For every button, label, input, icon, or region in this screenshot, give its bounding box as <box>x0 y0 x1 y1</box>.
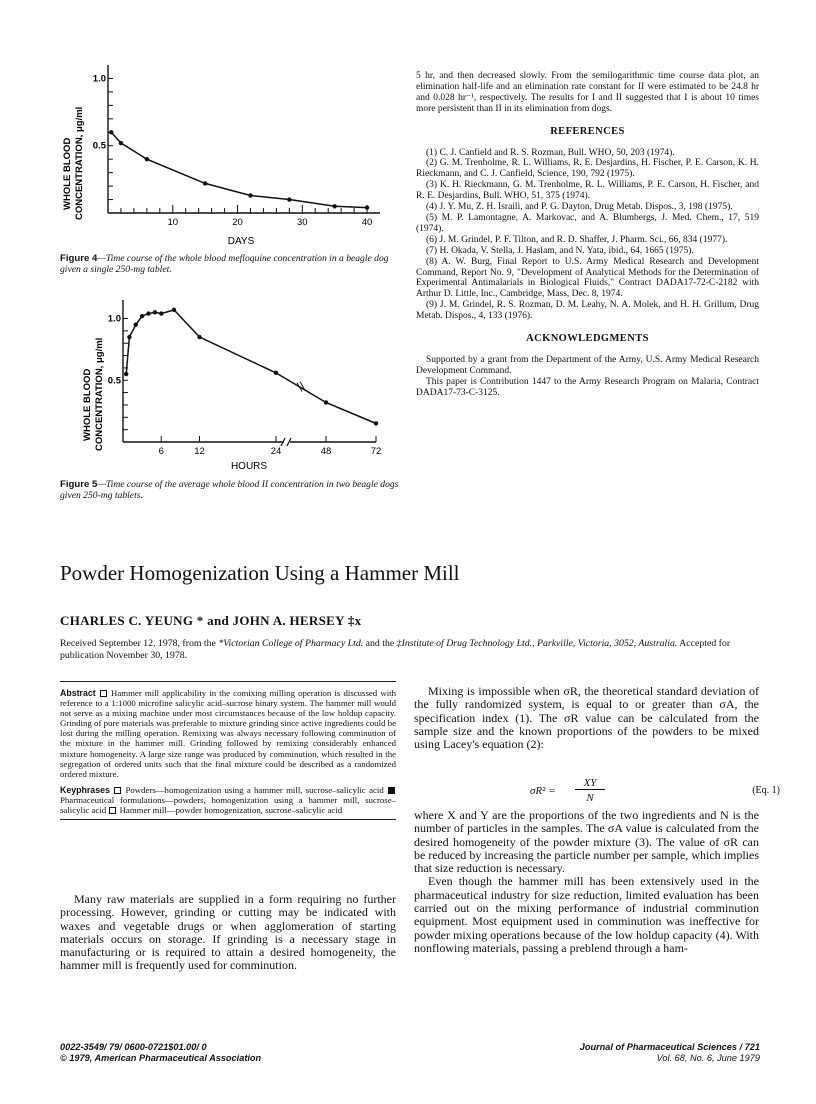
data-point <box>365 205 369 209</box>
reference-item: (6) J. M. Grindel, P. F. Tilton, and R. D. Shaffer, J. Pharm. Sci., 66, 834 (1977). <box>426 234 728 245</box>
series-line <box>126 310 376 424</box>
figure-5-ylabel-line2: CONCENTRATION, μg/ml <box>94 337 105 451</box>
equation-1 <box>530 777 780 807</box>
data-point <box>145 157 149 161</box>
data-point <box>203 181 207 185</box>
square-bullet-icon <box>388 787 395 794</box>
reference-item: (3) K. H. Rieckmann, G. M. Trenholme, R. L. Williams, P. E. Carson, H. Fischer, and R. E. Desjardins, Bull. WHO, 51, 375 (1974). <box>416 180 759 202</box>
equation-denominator: N <box>586 792 594 804</box>
footer-copyright: © 1979, American Pharmaceutical Association <box>60 1053 262 1063</box>
data-point <box>153 310 157 314</box>
footer-journal: Journal of Pharmaceutical Sciences / 721 <box>579 1042 760 1052</box>
data-point <box>274 371 278 375</box>
figure-5-xlabel: HOURS <box>230 461 268 472</box>
abstract-box <box>60 681 396 818</box>
received-text-3: Accepted for publication November 30, 1978. <box>60 638 731 661</box>
x-tick-label: 12 <box>194 446 205 457</box>
figure-4-caption <box>60 253 400 275</box>
article-title: Powder Homogenization Using a Hammer Mill <box>60 561 460 585</box>
data-point <box>159 311 163 315</box>
x-tick-label: 24 <box>270 446 282 457</box>
series-line <box>111 132 367 207</box>
abstract-text: Hammer mill applicability in the comixing milling operation is discussed with reference to a 1:1000 microfine salicylic acid–sucrose binary system. The hammer mill would not serve as a mixing machine under most circumstances because of the low holdup capacity. Grinding of pure materials was preferable to mixture grinding since active ingredients could be lost during the milling operation. Remixing was always necessary following comminution of the mixture in the hammer mill. Grinding followed by remixing considerably enhanced mixture homogeneity. A large size range was produced by comminution, which resulted in the segregation of ordered units such that the final mixture could be described as a randomized ordered mixture. <box>60 688 396 779</box>
figure-5-ylabel-line1: WHOLE BLOOD <box>82 368 93 441</box>
x-tick-label: 30 <box>296 217 308 228</box>
axis-break-icon <box>281 438 291 446</box>
footer-right <box>560 1042 760 1064</box>
reference-item: (4) J. Y. Mu, Z. H. Israili, and P. G. Dayton, Drug Metab. Dispos., 3, 198 (1975). <box>426 202 733 213</box>
right-body-paragraph-3: Even though the hammer mill has been extensively used in the pharmaceutical industry for size reduction, limited evaluation has been carried out on the mixing performance of industrial comminution equipment. Most equipment used in comminution was ineffective for powder mixing operations because of the low holdup capacity (4). With nonflowing materials, passing a preblend through a ham- <box>414 874 759 955</box>
abstract <box>60 688 396 779</box>
data-point <box>287 197 291 201</box>
reference-item: (7) H. Okada, V. Stella, J. Haslam, and N. Yata, ibid., 64, 1665 (1975). <box>426 245 694 256</box>
y-tick-label: 0.5 <box>107 375 121 387</box>
data-point <box>332 204 336 208</box>
x-tick-label: 40 <box>361 217 373 228</box>
figure-4-caption-label: Figure 4 <box>60 253 98 264</box>
figure-4-xlabel: DAYS <box>227 236 255 247</box>
received-text-1: Received September 12, 1978, from the <box>60 638 219 649</box>
reference-item: (5) M. P. Lamontagne, A. Markovac, and A. Blumbergs, J. Med. Chem., 17, 519 (1974). <box>416 212 759 234</box>
equation-label: (Eq. 1) <box>752 785 780 796</box>
left-body-column <box>60 893 396 973</box>
abstract-label: Abstract <box>60 688 96 698</box>
data-point <box>134 322 138 326</box>
footer-volume: Vol. 68, No. 6, June 1979 <box>656 1053 760 1063</box>
x-tick-label: 72 <box>370 446 382 457</box>
continued-paragraph: 5 hr, and then decreased slowly. From the semilogarithmic time course data plot, an elimination half-life and an elimination rate constant for II were estimated to be 24.8 hr and 0.028 hr⁻¹, respectively. The results for I and II suggested that I is about 10 times more persistent than II in its elimination from dogs. <box>416 71 759 114</box>
square-bullet-icon <box>109 807 116 814</box>
y-tick-label: 0.5 <box>92 140 106 152</box>
keyphrase-3: Hammer mill—powder homogenization, sucrose–salicylic acid <box>119 805 343 816</box>
data-point <box>324 400 328 404</box>
equation-numerator: XY <box>575 777 605 790</box>
acknowledgment-1: Supported by a grant from the Department of the Army, U.S. Army Medical Research Development Command. <box>416 354 759 376</box>
figure-4 <box>58 60 398 250</box>
data-point <box>197 335 201 339</box>
keyphrases-label: Keyphrases <box>60 784 110 795</box>
y-tick-label: 1.0 <box>107 313 121 325</box>
right-body-column-part2 <box>414 809 759 955</box>
right-body-paragraph-2: where X and Y are the proportions of the two ingredients and N is the number of particles in the samples. The σA value is calculated from the desired homogeneity of the powder mixture (3). The value of σR can be reduced by increasing the particle number per sample, which implies that size reduction is necessary. <box>414 808 759 876</box>
received-text-2: and the <box>363 638 397 649</box>
reference-item: (9) J. M. Grindel, R. S. Rozman, D. M. Leahy, N. A. Molek, and H. H. Grillum, Drug Metab. Dispos., 4, 133 (1976). <box>416 300 759 322</box>
data-point <box>124 372 128 376</box>
acknowledgment-2: This paper is Contribution 1447 to the Army Research Program on Malaria, Contract DADA17-73-C-3125. <box>416 376 759 398</box>
reference-item: (2) G. M. Trenholme, R. L. Williams, R. E. Desjardins, H. Fischer, P. E. Carson, K. H. Rieckmann, and C. J. Canfield, Science, 190, 792 (1975). <box>416 158 759 180</box>
data-point <box>146 311 150 315</box>
right-top-column <box>416 71 759 399</box>
data-point <box>374 421 378 425</box>
data-point <box>109 130 113 134</box>
data-point <box>140 314 144 318</box>
data-point <box>172 308 176 312</box>
data-point <box>248 193 252 197</box>
square-bullet-icon <box>114 787 121 794</box>
equation-lhs: σR² = <box>530 785 556 797</box>
references-heading: REFERENCES <box>550 125 625 137</box>
y-tick-label: 1.0 <box>92 73 106 85</box>
data-point <box>119 141 123 145</box>
x-tick-label: 6 <box>158 446 164 457</box>
right-body-column-part1 <box>414 685 759 751</box>
figure-5-caption-text: —Time course of the average whole blood II concentration in two beagle dogs given 250-mg tablets. <box>60 479 399 502</box>
received-affiliation-1: *Victorian College of Pharmacy Ltd. <box>218 638 364 649</box>
left-body-paragraph: Many raw materials are supplied in a form requiring no further processing. However, grinding or cutting may be indicated with waxes and vegetable drugs or when agglomeration of starting materials occurs on storage. If grinding is a necessary stage in manufacturing or is required to attain a desired homogeneity, the hammer mill is frequently used for comminution. <box>60 892 396 973</box>
figure-5-plot <box>58 296 398 474</box>
keyphrase-2: Pharmaceutical formulations—powders, homogenization using a hammer mill, sucrose–salicylic acid <box>60 794 396 816</box>
data-point <box>127 335 131 339</box>
figure-5-caption-label: Figure 5 <box>60 479 98 490</box>
keyphrase-1: Powders—homogenization using a hammer mill, sucrose–salicylic acid <box>125 784 384 795</box>
right-body-paragraph-1: Mixing is impossible when σR, the theoretical standard deviation of the fully randomized system, is equal to or greater than σA, the specification index (1). The σR value can be calculated from the sample size and the known proportions of the powders to be mixed using Lacey's equation (2): <box>414 684 759 752</box>
acknowledgments-heading: ACKNOWLEDGMENTS <box>526 333 649 345</box>
figure-5-caption <box>60 479 400 501</box>
figure-5 <box>58 296 398 474</box>
footer-left <box>60 1042 261 1064</box>
reference-item: (1) C. J. Canfield and R. S. Rozman, Bull. WHO, 50, 203 (1974). <box>426 147 675 158</box>
x-tick-label: 48 <box>320 446 332 457</box>
reference-item: (8) A. W. Burg, Final Report to U.S. Army Medical Research and Development Command, Report No. 9, "Development of Analytical Methods for the Determination of Experimental Antimalarials in Biological Fluids," Contract DADA17-72-C-2182 with Arthur D. Little, Inc., Cambridge, Mass, Dec. 8, 1974. <box>416 256 759 300</box>
square-bullet-icon <box>100 690 107 697</box>
figure-4-caption-text: —Time course of the whole blood mefloquine concentration in a beagle dog given a single 250-mg tablet. <box>60 253 389 276</box>
references-list <box>416 148 759 323</box>
figure-4-ylabel-line2: CONCENTRATION, μg/ml <box>74 106 85 220</box>
x-tick-label: 10 <box>167 217 179 228</box>
keyphrases <box>60 785 396 820</box>
received-affiliation-2: ‡Institute of Drug Technology Ltd., Parkville, Victoria, 3052, Australia. <box>396 638 678 649</box>
figure-4-plot <box>58 60 398 250</box>
figure-4-ylabel-line1: WHOLE BLOOD <box>62 137 73 210</box>
article-authors: CHARLES C. YEUNG * and JOHN A. HERSEY ‡x <box>60 613 362 628</box>
x-tick-label: 20 <box>232 217 243 228</box>
footer-issn: 0022-3549/ 79/ 0600-0721$01.00/ 0 <box>60 1042 207 1052</box>
received-line <box>60 638 760 662</box>
